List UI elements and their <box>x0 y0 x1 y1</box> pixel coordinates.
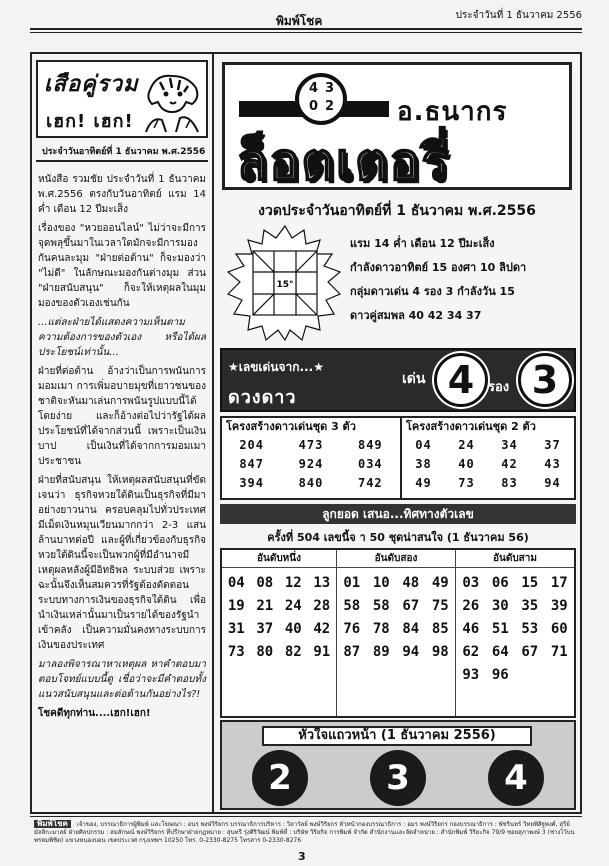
info-line: กลุ่มดาวเด่น 4 รอง 3 กำลังวัน 15 <box>350 285 515 298</box>
page-number: 3 <box>298 850 306 863</box>
rank-number: 78 <box>372 621 390 637</box>
rank-number: 53 <box>521 621 539 637</box>
rank-number: 82 <box>284 644 302 660</box>
rank-number: 62 <box>462 644 480 660</box>
rank-column <box>222 550 336 716</box>
article-paragraph: ฝ่ายที่สนับสนุน ให้เหตุผลสนับสนุนที่ขัดเจนว่า ธุรกิจหวยใต้ดินเป็นธุรกิจที่มีมาอย่างยาวนาน ครอบคลุมไปทั่วประเทศ มีเม็ดเงินหมุนเวียนมากกว่า 2-3 แสนล้านบาทต่อปี และผู้ที่เกี่ยวข้องกับธุรกิจหวยใต้ดินนี้จะเป็นพวกผู้ที่มีอำนาจมีเหตุผลหลังผู้มีอิทธิพล ระบบส่วย เพราะฉะนั้นจึงเห็นสมควรที่รัฐต้องตัดตอนระบบทางการเงินของธุรกิจใต้ดิน เพื่อนำเงินเหล่านั้นมาเป็นรายได้ของรัฐนำเข้าคลัง เป็นความมั่นคงทางระบบการเงินของประเทศ <box>38 475 206 651</box>
guide-band: ลูกยอด เสนอ...ทิศทางตัวเลข <box>220 504 576 524</box>
rank-number: 15 <box>521 575 539 591</box>
front-row-number: 2 <box>252 750 308 806</box>
article-paragraph: ฝ่ายที่ต่อต้าน อ้างว่าเป็นการพนันการมอมเมา การเพิ่มอบายมุขที่เยาวชนของชาติจะหันมาเล่นการพนันรูปแบบนี้ได้โดยง่าย และก็อ้างต่อไปว่ารัฐได้ผลประโยชน์ที่ได้จากส่วนนี้ เพราะเป็นเงินบาป เป็นเงินที่ได้จากการมอมเมาประชาชน <box>38 366 206 467</box>
front-row-number: 4 <box>488 750 544 806</box>
rank-number: 67 <box>402 598 420 614</box>
structure-grid <box>222 436 400 493</box>
structure-number: 83 <box>501 476 518 490</box>
rank-header: อันดับหนึ่ง <box>222 550 336 568</box>
article-paragraph: เรื่องของ "หวยออนไลน์" ไม่ว่าจะมีการจุดพลุขึ้นมาในเวลาใดมักจะมีการมองกันคนละมุม "ฝ่ายต่อต้าน" ก็จะมองว่า "ไม่ดี" ในลักษณะมองกันต่างมุม ส่วน "ฝ่ายสนับสนุน" ก็จะให้เหตุผลในมุมมองของตัวเองเช่นกัน <box>38 223 206 309</box>
wheel-center-degree: 15° <box>276 280 294 290</box>
draw-title: งวดประจำวันอาทิตย์ที่ 1 ธันวาคม พ.ศ.2556 <box>258 203 536 219</box>
rank-number: 06 <box>491 575 509 591</box>
rank-grid <box>222 568 336 664</box>
rank-number: 24 <box>284 598 302 614</box>
rank-header: อันดับสาม <box>456 550 574 568</box>
info-line: กำลังดาวอาทิตย์ 15 องศา 10 ลิปดา <box>350 261 527 274</box>
rank-number: 42 <box>313 621 331 637</box>
circle-digit: 0 <box>309 99 319 114</box>
masthead-digit-circle <box>295 73 347 125</box>
circle-digit: 4 <box>309 81 319 96</box>
rank-number: 39 <box>550 598 568 614</box>
issue-date: ประจำวันที่ 1 ธันวาคม 2556 <box>455 10 582 21</box>
rank-number: 96 <box>491 667 509 683</box>
structure-number: 49 <box>415 476 432 490</box>
number-structures <box>220 416 576 500</box>
rank-number: 98 <box>431 644 449 660</box>
rank-column <box>337 550 455 716</box>
structure-number: 42 <box>501 457 518 471</box>
article-paragraph: ...แต่ละฝ่ายได้แสดงความเห็นตามความต้องการของตัวเอง หรือได้ผลประโยชน์เท่านั้น... <box>38 317 206 358</box>
structure-number: 34 <box>501 438 518 452</box>
astrology-info <box>350 232 576 328</box>
structure-three-digit <box>222 418 400 498</box>
primary-label: เด่น <box>402 371 426 387</box>
rank-number: 04 <box>227 575 245 591</box>
rank-grid <box>337 568 455 664</box>
rank-number: 03 <box>462 575 480 591</box>
structure-number: 24 <box>458 438 475 452</box>
structure-number: 38 <box>415 457 432 471</box>
rank-number: 75 <box>431 598 449 614</box>
rank-number: 30 <box>491 598 509 614</box>
rank-number: 67 <box>521 644 539 660</box>
structure-number: 43 <box>544 457 561 471</box>
structure-title: โครงสร้างดาวเด่นชุด 2 ตัว <box>406 420 536 433</box>
rank-number: 76 <box>343 621 361 637</box>
rank-number: 13 <box>313 575 331 591</box>
structure-number: 742 <box>357 476 383 490</box>
secondary-label: รอง <box>488 380 510 395</box>
imprint-text: เจ้าของ, บรรณาธิการผู้พิมพ์ และโฆษณา : อนร พงษ์วิริยกร บรรณาธิการบริหาร : วิลาวัลย์ พงษ์วิริยกร หัวหน้ากองบรรณาธิการ : อมร พงษ์วิริยกร กองบรรณาธิการ : พัชรินทร์ วิทยพิสิฐพงศ์, สุรีย์ มัลลิกะมาลย์ ฝ่ายศิลปกรรม : สมลักษณ์ พงษ์วิริยกร ที่ปรึกษาฝ่ายกฎหมาย : สุนทรี รุ่งศิริวัฒน์ พิมพ์ที่ : บริษัท วิริยกิจ การพิมพ์ จำกัด สำนักงานและจัดจำหน่าย : สำนักพิมพ์ วิริยะกิจ 79/9 ซอยสุภาพงษ์ 3 (ช่างไว้บนพรหมพิชิต) แขวงหนองบอน เขตประเวศ กรุงเทพฯ 10250 โทร. 0-2330-8275 โทรสาร 0-2330-8276 <box>34 821 575 844</box>
rank-number: 64 <box>491 644 509 660</box>
structure-number: 924 <box>298 457 324 471</box>
rank-number: 49 <box>431 575 449 591</box>
structure-number: 473 <box>298 438 324 452</box>
rank-number: 73 <box>227 644 245 660</box>
rank-number: 17 <box>550 575 568 591</box>
article-paragraph: มาลองพิจารณาหาเหตุผล หาคำตอบมาตอบโจทย์แบบนี้ดู เชื่อว่าจะมีคำตอบทั้งแนวสนับสนุนและต่อต้านกันอย่างไร?! <box>38 659 206 700</box>
structure-number: 847 <box>239 457 264 471</box>
rank-number: 94 <box>402 644 420 660</box>
structure-two-digit <box>402 418 574 498</box>
lead-from-label: ★เลขเด่นจาก...★ <box>228 360 324 374</box>
rank-number: 35 <box>521 598 539 614</box>
primary-number: 4 <box>434 353 488 407</box>
rank-number: 12 <box>284 575 302 591</box>
rank-number: 60 <box>550 621 568 637</box>
masthead-title: ล็อตเตอรี่ <box>237 133 451 191</box>
lead-number-box <box>220 348 576 412</box>
rank-number: 51 <box>491 621 509 637</box>
info-line: ดาวคู่สมพล 40 42 34 37 <box>350 309 482 322</box>
ranking-table <box>220 548 576 718</box>
column-logo <box>36 60 208 138</box>
tiger-icon <box>142 68 202 134</box>
rank-number: 26 <box>462 598 480 614</box>
circle-digit: 3 <box>325 81 335 96</box>
rank-number: 58 <box>372 598 390 614</box>
page-header <box>30 6 582 46</box>
info-line: แรม 14 ค่ำ เดือน 12 ปีมะเส็ง <box>350 237 495 250</box>
column-logo-title: เสือคู่รวม <box>44 72 139 97</box>
imprint-footer <box>30 816 582 848</box>
footer-logo: พิมพ์โชค <box>34 820 71 828</box>
page-frame <box>30 52 582 814</box>
rank-number: 37 <box>256 621 274 637</box>
structure-number: 204 <box>239 438 264 452</box>
rank-number: 93 <box>462 667 480 683</box>
rank-number: 01 <box>343 575 361 591</box>
structure-number: 40 <box>458 457 475 471</box>
rank-header: อันดับสอง <box>337 550 455 568</box>
front-row-number: 3 <box>370 750 426 806</box>
structure-number: 73 <box>458 476 475 490</box>
circle-digit: 2 <box>325 99 335 114</box>
front-row-box <box>220 720 576 810</box>
rank-number: 80 <box>256 644 274 660</box>
article-signoff: โชคดีทุกท่าน....เฮก!เฮก! <box>38 708 151 719</box>
column-article <box>38 172 206 725</box>
rank-number: 87 <box>343 644 361 660</box>
lead-source-name: ดวงดาว <box>228 387 297 408</box>
rank-number: 71 <box>550 644 568 660</box>
structure-number: 04 <box>415 438 432 452</box>
rank-number: 08 <box>256 575 274 591</box>
rank-number: 84 <box>402 621 420 637</box>
column-logo-slogan: เฮก! เฮก! <box>46 111 134 132</box>
rank-number: 58 <box>343 598 361 614</box>
rank-number: 46 <box>462 621 480 637</box>
rank-number: 31 <box>227 621 245 637</box>
structure-number: 37 <box>544 438 561 452</box>
masthead-author: อ.ธนากร <box>397 97 508 127</box>
structure-grid <box>402 436 574 493</box>
secondary-number: 3 <box>518 353 572 407</box>
rank-number: 19 <box>227 598 245 614</box>
rank-number: 48 <box>402 575 420 591</box>
right-column <box>216 54 580 812</box>
rank-grid <box>456 568 574 687</box>
article-paragraph: หนังสือ รวมชัย ประจำวันที่ 1 ธันวาคม พ.ศ.2556 ตรงกับวันอาทิตย์ แรม 14 ค่ำ เดือน 12 ปีมะเส็ง <box>38 174 206 215</box>
structure-number: 034 <box>357 457 383 471</box>
rank-number: 21 <box>256 598 274 614</box>
structure-title: โครงสร้างดาวเด่นชุด 3 ตัว <box>226 420 356 433</box>
publication-name: พิมพ์โชค <box>276 14 323 28</box>
structure-number: 849 <box>357 438 383 452</box>
front-row-title: หัวใจแถวหน้า (1 ธันวาคม 2556) <box>262 726 532 746</box>
rank-number: 91 <box>313 644 331 660</box>
column-rule <box>36 160 208 162</box>
header-rule <box>30 28 582 33</box>
astrology-wheel-icon <box>226 224 344 342</box>
rank-number: 28 <box>313 598 331 614</box>
rank-number: 40 <box>284 621 302 637</box>
column-date: ประจำวันอาทิตย์ที่ 1 ธันวาคม พ.ศ.2556 <box>42 147 206 157</box>
structure-number: 840 <box>298 476 324 490</box>
rank-number: 85 <box>431 621 449 637</box>
rank-number: 10 <box>372 575 390 591</box>
left-column <box>32 54 214 812</box>
issue-line: ครั้งที่ 504 เลขนี้จ า 50 ชุดน่าสนใจ (1 ธันวาคม 56) <box>267 531 529 544</box>
lottery-masthead <box>222 62 572 190</box>
structure-number: 394 <box>239 476 264 490</box>
rank-number: 89 <box>372 644 390 660</box>
rank-column <box>456 550 574 716</box>
structure-number: 94 <box>544 476 561 490</box>
